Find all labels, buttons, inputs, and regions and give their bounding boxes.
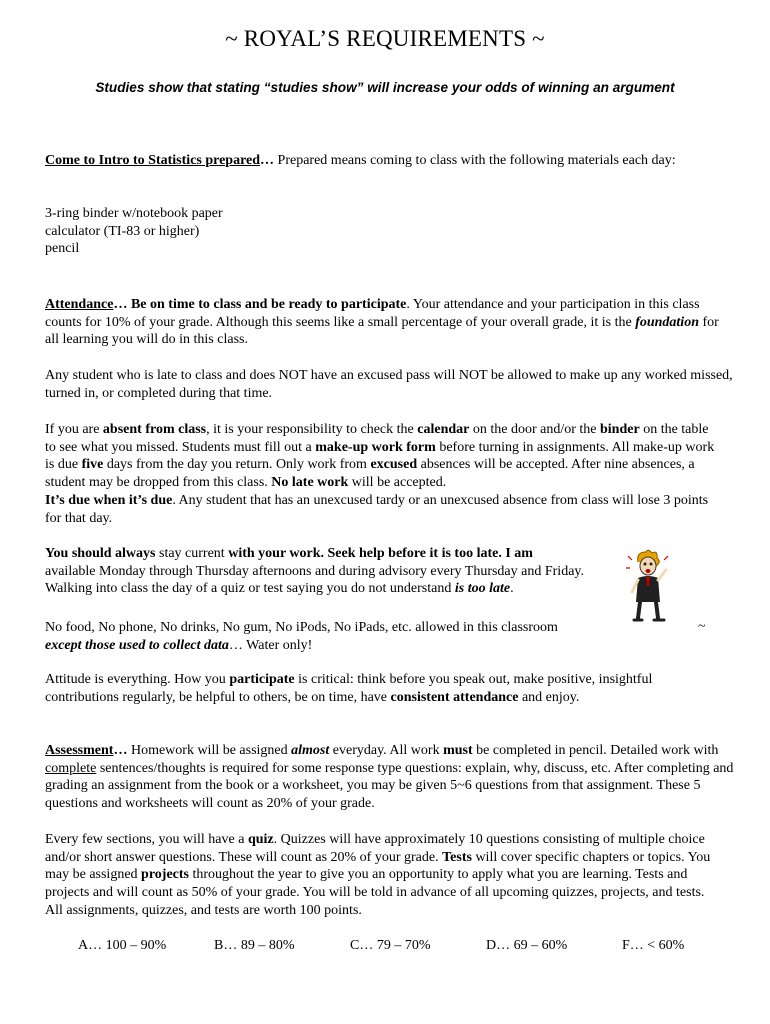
due-when-due: It’s due when it’s due	[45, 492, 173, 508]
quiz-word: quiz	[247, 832, 274, 847]
almost-word: almost	[291, 743, 330, 758]
consistent-attendance: consistent attendance	[390, 689, 519, 705]
tests-word: Tests	[442, 849, 472, 865]
quizzes-text: Every few sections, you will have a	[45, 832, 248, 847]
attendance-foundation: foundation	[635, 314, 699, 330]
grade-c: C… 79 – 70%	[350, 938, 431, 953]
confused-student-illustration-icon	[624, 548, 674, 624]
attendance-paragraph	[45, 296, 735, 349]
period: .	[510, 581, 514, 597]
material-item: calculator (TI-83 or higher)	[45, 223, 200, 239]
make-up-work-form: make-up work form	[315, 439, 436, 455]
quizzes-text: throughout the year to give you an opportunity to apply what you are learning. Tests and projects and will count as 50% of your grade. You will be told in advance of all upcoming quizzes, projects, and tests. All assignments, quizzes, and tests are worth 100 points.	[45, 867, 705, 918]
absence-text: on the door and/or the	[469, 422, 600, 437]
participate-word: participate	[229, 672, 295, 687]
seek-help-text: with your work. Seek help before it is too late. I am	[228, 546, 533, 561]
calendar-word: calendar	[417, 422, 470, 437]
assessment-text: sentences/thoughts is required for some response type questions: explain, why, discuss, etc. After completing and grading an assignment from the book or a worksheet, you may be given 5~6 questions from that assignment. These 5 questions and worksheets will count as 20% of your grade.	[45, 760, 734, 812]
page-subtitle: Studies show that stating “studies show” will increase your odds of winning an argument	[95, 80, 675, 95]
attendance-text-b: for all learning you will do in this class.	[45, 314, 719, 348]
excused-word: excused	[370, 457, 418, 473]
grade-d: D… 69 – 60%	[486, 938, 568, 953]
absence-text: absences will be accepted. After nine absences, a student may be dropped from this class.	[45, 457, 695, 491]
grade-b: B… 89 – 80%	[214, 938, 295, 953]
except-data-collection: except those used to collect data	[45, 637, 229, 653]
no-food-text: No food, No phone, No drinks, No gum, No iPods, No iPads, etc. allowed in this classroom	[45, 620, 558, 635]
attitude-text: is critical: think before you speak out, make positive, insightful contributions regularly, be helpful to others, be on time, have	[45, 672, 653, 705]
grade-a: A… 100 – 90%	[78, 938, 167, 953]
prepared-ellipsis: …	[260, 153, 275, 168]
tilde-mark: ~	[698, 619, 706, 634]
stay-current-text: stay current	[155, 546, 229, 561]
availability-text: available Monday through Thursday afternoons and during advisory every Thursday and Friday. Walking into class the day of a quiz or test saying you do not understand	[45, 563, 584, 597]
projects-word: projects	[141, 867, 189, 883]
absence-text: on the table to see what you missed. Students must fill out a	[45, 422, 709, 455]
attendance-ellipsis: …	[113, 297, 128, 312]
assessment-ellipsis: …	[113, 743, 128, 758]
no-food-paragraph	[45, 619, 610, 654]
material-item: pencil	[45, 241, 80, 257]
quizzes-text: will cover specific chapters or topics. You may be assigned	[45, 849, 711, 883]
binder-word: binder	[600, 422, 640, 437]
absent-from-class: absent from class	[102, 422, 207, 437]
absence-text: days from the day you return. Only work from	[103, 457, 371, 473]
prepared-heading: Come to Intro to Statistics prepared	[45, 153, 261, 168]
attendance-text-a: . Your attendance and your participation in this class counts for 10% of your grade. Although this seems like a small percentage of your overall grade, it is the	[45, 297, 700, 330]
stay-current-paragraph	[45, 545, 590, 598]
attitude-text: Attitude is everything. How you	[45, 672, 230, 687]
absence-text: . Any student that has an unexcused tardy or an unexcused absence from class will lose 3 points for that day.	[45, 492, 709, 526]
attitude-text: and enjoy.	[518, 689, 580, 705]
grade-f: F… < 60%	[622, 938, 685, 953]
absence-text: , it is your responsibility to check the	[206, 422, 418, 437]
no-late-work: No late work	[271, 475, 349, 491]
prepared-text: Prepared means coming to class with the following materials each day:	[274, 153, 676, 168]
assessment-text: Homework will be assigned	[127, 743, 292, 758]
attendance-heading: Attendance	[45, 297, 114, 312]
must-word: must	[443, 743, 473, 758]
absence-text: will be accepted.	[348, 475, 447, 491]
five-word: five	[81, 457, 104, 473]
absence-text: If you are	[45, 422, 103, 437]
late-policy-paragraph: Any student who is late to class and does NOT have an excused pass will NOT be allowed to make up any worked missed, turned in, or completed during that time.	[45, 368, 733, 401]
page-title: ~ ROYAL’S REQUIREMENTS ~	[225, 26, 545, 51]
quizzes-text: . Quizzes will have approximately 10 questions consisting of multiple choice and/or short answer questions. These will count as 20% of your grade.	[45, 832, 705, 865]
complete-word: complete	[45, 760, 97, 776]
assessment-paragraph	[45, 742, 735, 813]
water-only-text: … Water only!	[228, 637, 313, 653]
attitude-paragraph	[45, 671, 720, 706]
quizzes-paragraph	[45, 831, 715, 920]
assessment-text: be completed in pencil. Detailed work with	[472, 743, 719, 758]
assessment-text: everyday. All work	[329, 743, 444, 758]
absence-text: before turning in assignments. All make-up work is due	[45, 439, 715, 473]
attendance-bold-lead: Be on time to class and be ready to participate	[130, 297, 407, 312]
materials-list	[45, 205, 735, 258]
absence-paragraph	[45, 421, 720, 527]
you-should-always: You should always	[45, 546, 156, 561]
is-too-late: is too late	[454, 581, 511, 597]
material-item: 3-ring binder w/notebook paper	[45, 206, 223, 221]
prepared-paragraph	[45, 152, 735, 170]
assessment-heading: Assessment	[45, 743, 114, 758]
